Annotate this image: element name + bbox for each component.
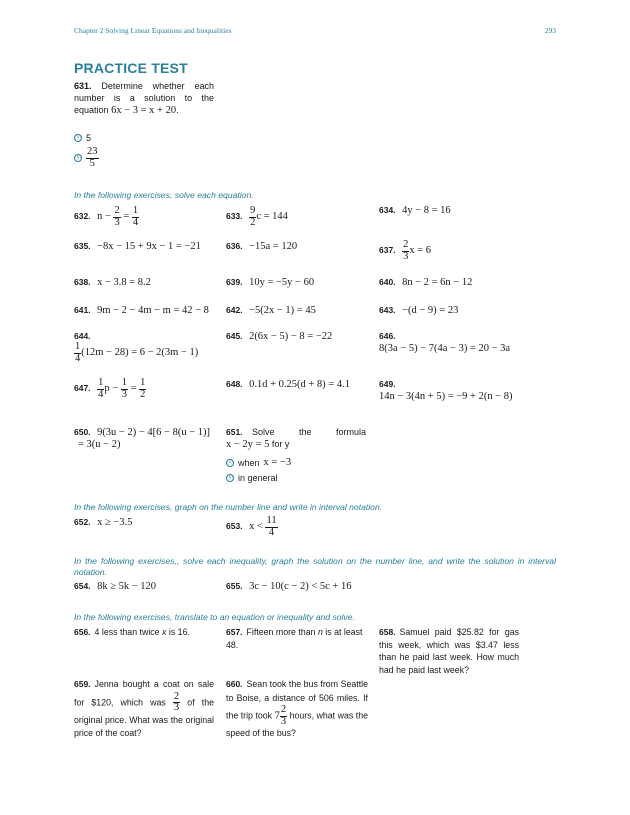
problem-631	[74, 80, 214, 117]
problem-text: is at least 48.	[226, 627, 363, 650]
instruction-inequality: In the following exercises,, solve each inequality, graph the solution on the number line, and write the solution in interval notation.	[74, 556, 556, 577]
problem-650	[74, 426, 219, 451]
problem-number: 658.	[379, 627, 396, 637]
problem-660	[226, 678, 368, 741]
problem-649	[379, 378, 513, 403]
numerator: 1	[98, 377, 104, 388]
numerator: 2	[114, 205, 120, 216]
denominator: 3	[121, 388, 127, 400]
problem-number: 654.	[74, 581, 91, 591]
problem-text: Determine whether each number is a solution to the equation	[74, 81, 214, 115]
eq-part: =	[127, 383, 140, 395]
option-a-value: 5	[86, 133, 92, 143]
denominator: 5	[89, 157, 95, 169]
denominator: 3	[403, 250, 409, 262]
equation: x − 2y = 5	[226, 439, 270, 450]
problem-655	[226, 580, 351, 593]
denominator: 4	[132, 216, 139, 228]
problem-641	[74, 304, 209, 317]
problem-number: 655.	[226, 581, 243, 591]
equation: 4y − 8 = 16	[402, 205, 451, 216]
problem-652	[74, 516, 132, 529]
option-b	[74, 147, 99, 169]
equation: x ≥ −3.5	[97, 517, 133, 528]
problem-text: hours, what was the speed of the bus?	[226, 710, 368, 738]
eq-part: p −	[104, 383, 121, 395]
problem-number: 638.	[74, 277, 91, 287]
problem-number: 634.	[379, 205, 396, 215]
problem-645	[226, 330, 332, 343]
problem-number: 653.	[226, 521, 243, 532]
problem-640	[379, 276, 472, 289]
equation: −15a = 120	[249, 241, 298, 252]
variable: n	[317, 627, 323, 637]
equation: 8(3a − 5) − 7(4a − 3) = 20 − 3a	[379, 343, 511, 354]
problem-text: is 16.	[166, 627, 190, 637]
equation: 9m − 2 − 4m − m = 42 − 8	[97, 305, 209, 316]
eq-part: =	[120, 211, 132, 223]
problem-number: 647.	[74, 383, 91, 394]
option-b-fraction	[86, 147, 99, 169]
numerator: 9	[250, 205, 256, 216]
problem-636	[226, 240, 297, 253]
problem-659	[74, 678, 214, 741]
equation: 8k ≥ 5k − 120	[97, 581, 156, 592]
problem-text: of the original price. What was the original price of the coat?	[74, 696, 214, 738]
problem-651	[226, 426, 366, 451]
problem-number: 632.	[74, 211, 91, 222]
problem-number: 635.	[74, 241, 91, 251]
problem-654	[74, 580, 156, 593]
equation: 6x − 3 = x + 20	[111, 105, 177, 116]
eq-part: x = 6	[409, 245, 431, 257]
problem-number: 656.	[74, 627, 91, 637]
problem-656	[74, 626, 219, 639]
equation: 14n − 3(4n + 5) = −9 + 2(n − 8)	[379, 391, 513, 402]
equation: 10y = −5y − 60	[249, 277, 315, 288]
problem-635	[74, 240, 201, 253]
eq-part: c = 144	[256, 211, 288, 223]
numerator: 1	[140, 377, 146, 388]
option-text: in general	[238, 473, 278, 483]
problem-number: 644.	[74, 331, 91, 341]
problem-639	[226, 276, 314, 289]
numerator: 2	[403, 239, 409, 250]
problem-number: 657.	[226, 627, 243, 637]
equation: −8x − 15 + 9x − 1 = −21	[97, 241, 201, 252]
problem-643	[379, 304, 458, 317]
problem-653	[226, 516, 278, 538]
problem-number: 652.	[74, 517, 91, 527]
denominator: 2	[250, 216, 256, 228]
denominator: 4	[75, 352, 81, 364]
equation: −(d − 9) = 23	[402, 305, 459, 316]
problem-632	[74, 206, 139, 228]
problem-number: 650.	[74, 427, 91, 437]
equation-line-1: 9(3u − 2) − 4[6 − 8(u − 1)]	[97, 427, 210, 438]
problem-number: 642.	[226, 305, 243, 315]
variable: x	[162, 627, 167, 637]
instruction-translate: In the following exercises, translate to an equation or inequality and solve.	[74, 612, 355, 622]
problem-number: 633.	[226, 211, 243, 222]
problem-number: 648.	[226, 379, 243, 389]
equation-line-2: = 3(u − 2)	[78, 439, 121, 450]
problem-634	[379, 204, 451, 217]
numerator: 11	[266, 515, 277, 526]
problem-658	[379, 626, 519, 676]
problem-number: 645.	[226, 331, 243, 341]
problem-644	[74, 330, 198, 364]
numerator: 23	[87, 146, 98, 157]
problem-number: 649.	[379, 379, 396, 389]
equation: x − 3.8 = 8.2	[97, 277, 151, 288]
problem-text: Solve the formula	[251, 427, 366, 437]
numerator: 1	[132, 205, 139, 216]
problem-646	[379, 330, 510, 355]
mixed-number-whole: 7	[274, 710, 280, 722]
instruction-graph: In the following exercises, graph on the number line and write in interval notation.	[74, 502, 383, 512]
for-y: for y	[271, 439, 290, 449]
eq-part: (12m − 28) = 6 − 2(3m − 1)	[81, 347, 199, 359]
equation: 8n − 2 = 6n − 12	[402, 277, 473, 288]
problem-638	[74, 276, 151, 289]
equation: 2(6x − 5) − 8 = −22	[249, 331, 333, 342]
problem-number: 631.	[74, 81, 92, 91]
denominator: 4	[268, 526, 275, 538]
problem-number: 637.	[379, 245, 396, 256]
problem-number: 641.	[74, 305, 91, 315]
problem-number: 659.	[74, 679, 91, 689]
denominator: 3	[173, 702, 180, 713]
problem-text: Jenna bought a coat on sale for $120, which was	[74, 679, 214, 707]
problem-text: Sean took the bus from Seattle to Boise, a distance of 506 miles. If the trip took	[226, 679, 368, 721]
circle-b-icon: ⓑ	[75, 155, 81, 161]
problem-651-option-b	[226, 473, 278, 483]
running-header-chapter: Chapter 2 Solving Linear Equations and Inequalities	[74, 26, 232, 35]
equation: x = −3	[263, 457, 292, 468]
problem-number: 651.	[226, 427, 243, 437]
problem-text: Samuel paid $25.82 for gas this week, which was $3.47 less than he paid last week. How much had he paid last week?	[379, 627, 519, 675]
circle-a-icon: ⓐ	[227, 459, 233, 466]
equation: 0.1d + 0.25(d + 8) = 4.1	[249, 379, 350, 390]
problem-number: 643.	[379, 305, 396, 315]
problem-648	[226, 378, 350, 391]
circle-a-icon: ⓐ	[75, 135, 81, 141]
problem-number: 639.	[226, 277, 243, 287]
denominator: 3	[114, 216, 120, 228]
numerator: 2	[173, 690, 180, 702]
problem-number: 660.	[226, 679, 243, 689]
circle-b-icon: ⓑ	[227, 475, 233, 481]
problem-number: 640.	[379, 277, 396, 287]
equation: −5(2x − 1) = 45	[249, 305, 316, 316]
eq-part: n −	[97, 211, 114, 223]
section-title: PRACTICE TEST	[74, 60, 188, 76]
problem-651-option-a	[226, 457, 291, 468]
problem-637	[379, 240, 431, 262]
problem-657	[226, 626, 368, 651]
denominator: 2	[140, 388, 146, 400]
numerator: 1	[121, 377, 127, 388]
problem-647	[74, 378, 146, 400]
equation: 3c − 10(c − 2) < 5c + 16	[249, 581, 352, 592]
numerator: 2	[280, 704, 287, 715]
problem-642	[226, 304, 316, 317]
option-a	[74, 133, 91, 143]
numerator: 1	[75, 341, 81, 352]
instruction-solve: In the following exercises, solve each equation.	[74, 190, 254, 200]
eq-part: x <	[249, 521, 266, 533]
period: .	[176, 105, 179, 115]
denominator: 3	[280, 715, 287, 727]
problem-text: 4 less than twice	[94, 627, 163, 637]
problem-text: Fifteen more than	[246, 627, 318, 637]
page-number: 293	[544, 26, 556, 35]
problem-number: 636.	[226, 241, 243, 251]
problem-number: 646.	[379, 331, 396, 341]
denominator: 4	[98, 388, 104, 400]
option-text: when	[238, 457, 260, 468]
problem-633	[226, 206, 288, 228]
